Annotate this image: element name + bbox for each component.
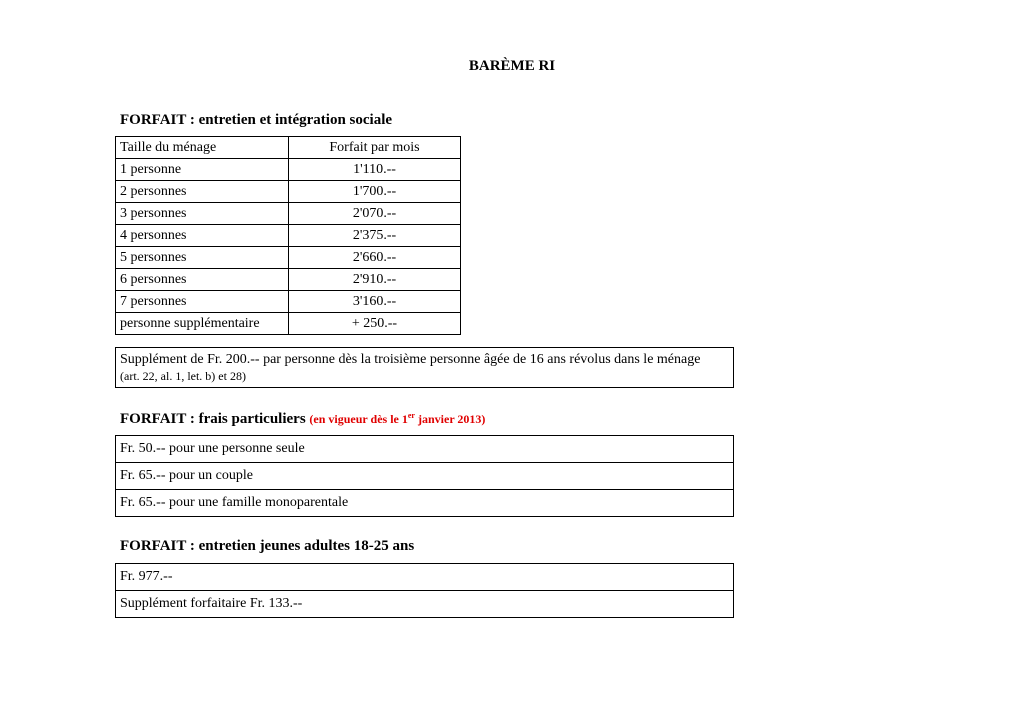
cell-forfait: + 250.--: [289, 313, 461, 335]
section-heading-entretien: FORFAIT : entretien et intégration sociale: [120, 112, 393, 128]
page-title: BARÈME RI: [468, 58, 556, 74]
frais-table: [115, 435, 734, 517]
cell-taille: 7 personnes: [116, 291, 289, 313]
table-row: [116, 564, 734, 591]
supplement-reference: (art. 22, al. 1, let. b) et 28): [120, 369, 246, 383]
table-row: [116, 181, 461, 203]
section-heading-frais: [120, 411, 485, 428]
cell-forfait: 2'910.--: [289, 269, 461, 291]
frais-row: Fr. 65.-- pour un couple: [116, 463, 734, 490]
table-row: [116, 436, 734, 463]
cell-forfait: 2'375.--: [289, 225, 461, 247]
table-row: [116, 269, 461, 291]
supplement-text: Supplément de Fr. 200.-- par personne dès la troisième personne âgée de 16 ans révolus dans le ménage: [120, 352, 701, 367]
table-row: [116, 490, 734, 517]
table-row: [116, 591, 734, 618]
table-row: [116, 291, 461, 313]
table-row: [116, 159, 461, 181]
table-row: [116, 225, 461, 247]
header-taille: Taille du ménage: [116, 137, 289, 159]
frais-heading-text: FORFAIT : frais particuliers: [120, 411, 306, 427]
cell-forfait: 1'110.--: [289, 159, 461, 181]
header-forfait: Forfait par mois: [289, 137, 461, 159]
cell-forfait: 1'700.--: [289, 181, 461, 203]
supplement-box: [115, 347, 734, 388]
table-row: [116, 247, 461, 269]
frais-row: Fr. 65.-- pour une famille monoparentale: [116, 490, 734, 517]
cell-forfait: 3'160.--: [289, 291, 461, 313]
table-header-row: [116, 137, 461, 159]
cell-taille: 1 personne: [116, 159, 289, 181]
cell-taille: 2 personnes: [116, 181, 289, 203]
jeunes-row: Supplément forfaitaire Fr. 133.--: [116, 591, 734, 618]
validity-note-post: janvier 2013): [414, 412, 486, 426]
table-row: [116, 313, 461, 335]
forfait-table: [115, 136, 461, 335]
validity-note: [309, 412, 485, 426]
cell-taille: personne supplémentaire: [116, 313, 289, 335]
table-row: [116, 463, 734, 490]
jeunes-row: Fr. 977.--: [116, 564, 734, 591]
table-row: [116, 203, 461, 225]
cell-taille: 3 personnes: [116, 203, 289, 225]
cell-taille: 5 personnes: [116, 247, 289, 269]
section-heading-jeunes: FORFAIT : entretien jeunes adultes 18-25 ans: [120, 538, 415, 554]
cell-taille: 6 personnes: [116, 269, 289, 291]
cell-forfait: 2'070.--: [289, 203, 461, 225]
validity-note-sup: er: [407, 411, 415, 420]
cell-forfait: 2'660.--: [289, 247, 461, 269]
jeunes-table: [115, 563, 734, 618]
cell-taille: 4 personnes: [116, 225, 289, 247]
validity-note-pre: (en vigueur dès le 1: [309, 412, 408, 426]
frais-row: Fr. 50.-- pour une personne seule: [116, 436, 734, 463]
